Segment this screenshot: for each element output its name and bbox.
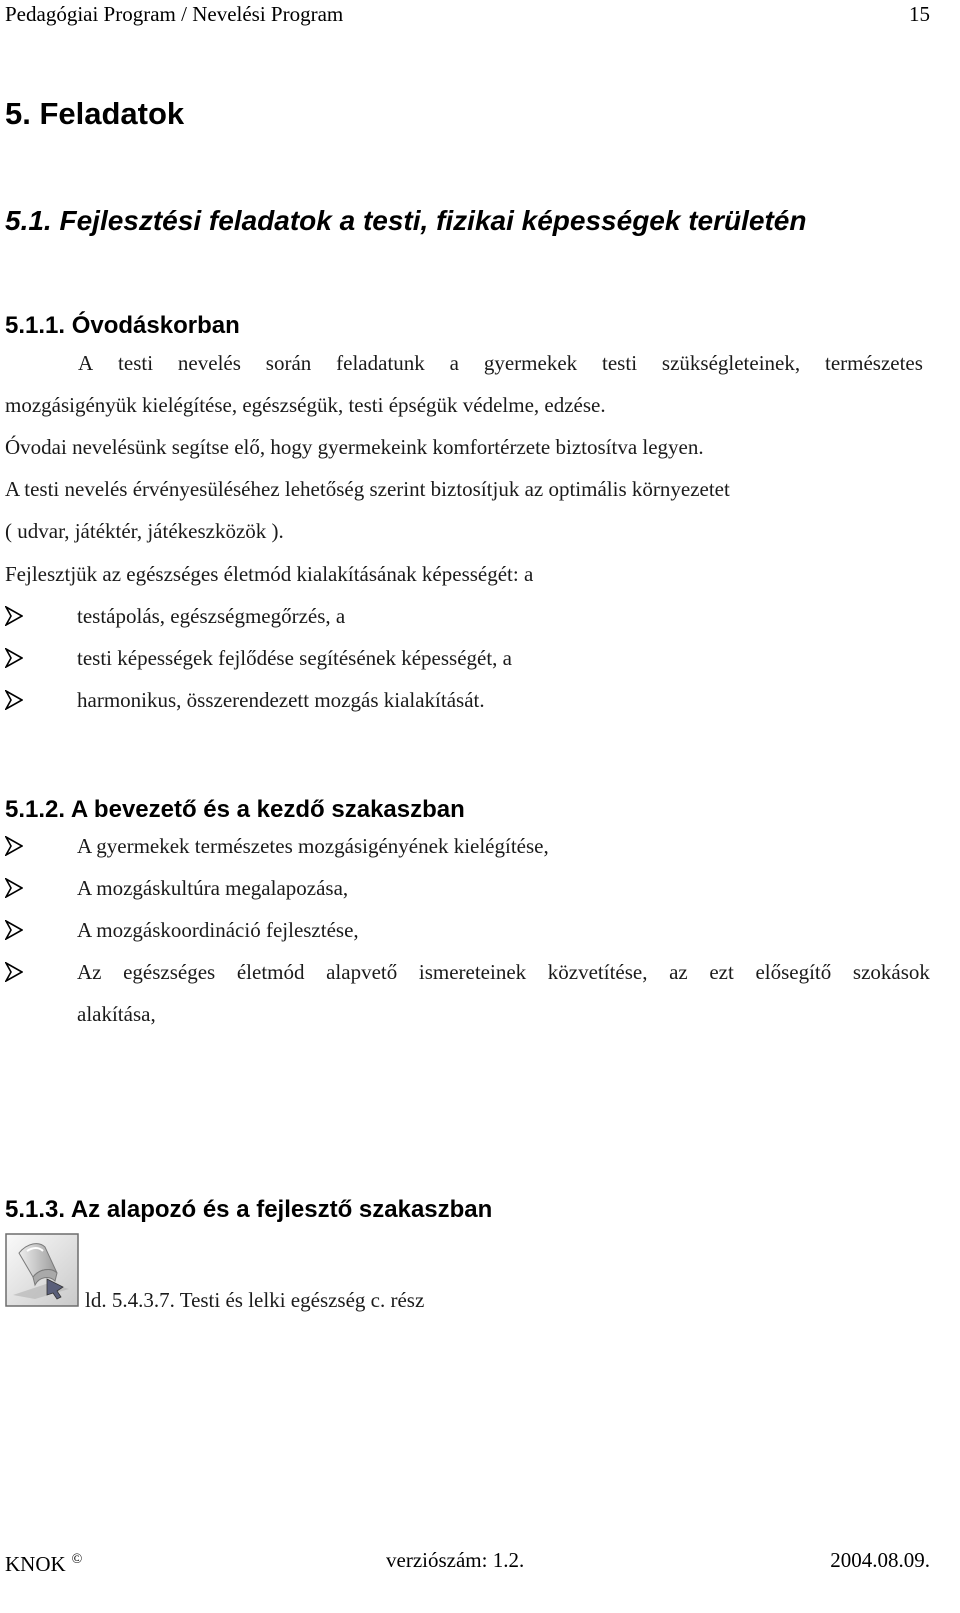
footer-date: 2004.08.09. [830,1548,930,1572]
paragraph-4: Fejlesztjük az egészséges életmód kialakításának képességét: a [5,562,534,586]
arrow-bullet-icon [5,690,23,710]
copyright-symbol: © [71,1552,83,1567]
document-link-icon[interactable] [5,1233,79,1307]
reference-text: ld. 5.4.3.7. Testi és lelki egészség c. rész [85,1288,425,1312]
page-number: 15 [909,2,930,26]
word: természetes [824,351,923,375]
word: gyermekek [483,351,578,375]
word: közvetítése, [547,960,648,984]
arrow-bullet-icon [5,648,23,668]
list-item [5,686,805,714]
list-item [5,832,885,860]
list-item-text-line-1 [77,958,930,986]
arrow-bullet-icon [5,962,23,982]
word: alapvető [326,960,398,984]
word: életmód [236,960,305,984]
word: nevelés [177,351,241,375]
word: elősegítő [755,960,832,984]
word: során [265,351,312,375]
list-item-text-line-2: alakítása, [77,1002,156,1026]
list-item-text: A mozgáskultúra megalapozása, [77,876,349,900]
arrow-bullet-icon [5,836,23,856]
list-item [5,916,885,944]
footer-version: verziószám: 1.2. [386,1548,525,1572]
word: egészséges [123,960,216,984]
paragraph-3-line-2: ( udvar, játéktér, játékeszközök ). [5,519,284,543]
list-item [5,874,885,902]
word: Az [77,960,102,984]
word: az [669,960,688,984]
paragraph-1-line-2: mozgásigényük kielégítése, egészségük, testi épségük védelme, edzése. [5,393,606,417]
word: A [78,351,94,375]
heading-5-1-3: 5.1.3. Az alapozó és a fejlesztő szakaszban [5,1196,493,1223]
footer-org-name: KNOK [5,1552,66,1576]
list-item-text: A mozgáskoordináció fejlesztése, [77,918,359,942]
word: testi [118,351,154,375]
list-item [5,644,805,672]
paragraph-3-line-1: A testi nevelés érvényesüléséhez lehetőség szerint biztosítjuk az optimális környezetet [5,477,730,501]
list-item-text: harmonikus, összerendezett mozgás kialakítását. [77,688,485,712]
list-item [5,958,930,1028]
word: szükségleteinek, [661,351,801,375]
arrow-bullet-icon [5,920,23,940]
arrow-bullet-icon [5,606,23,626]
footer-org [5,1546,82,1578]
heading-5-1-2: 5.1.2. A bevezető és a kezdő szakaszban [5,796,465,823]
list-item [5,602,805,630]
word: a [449,351,459,375]
list-item-text: A gyermekek természetes mozgásigényének kielégítése, [77,834,549,858]
word: szokások [852,960,930,984]
word: testi [602,351,638,375]
section-heading: 5. Feladatok [5,96,185,131]
word: ezt [709,960,734,984]
list-item-text: testápolás, egészségmegőrzés, a [77,604,346,628]
subsection-heading: 5.1. Fejlesztési feladatok a testi, fizikai képességek területén [5,205,807,236]
paragraph-2: Óvodai nevelésünk segítse elő, hogy gyermekeink komfortérzete biztosítva legyen. [5,435,704,459]
arrow-bullet-icon [5,878,23,898]
word: ismereteinek [418,960,527,984]
heading-5-1-1: 5.1.1. Óvodáskorban [5,312,240,339]
list-item-text: testi képességek fejlődése segítésének képességét, a [77,646,513,670]
word: feladatunk [336,351,425,375]
header-title: Pedagógiai Program / Nevelési Program [5,2,344,26]
paragraph-1-line-1 [78,349,923,377]
